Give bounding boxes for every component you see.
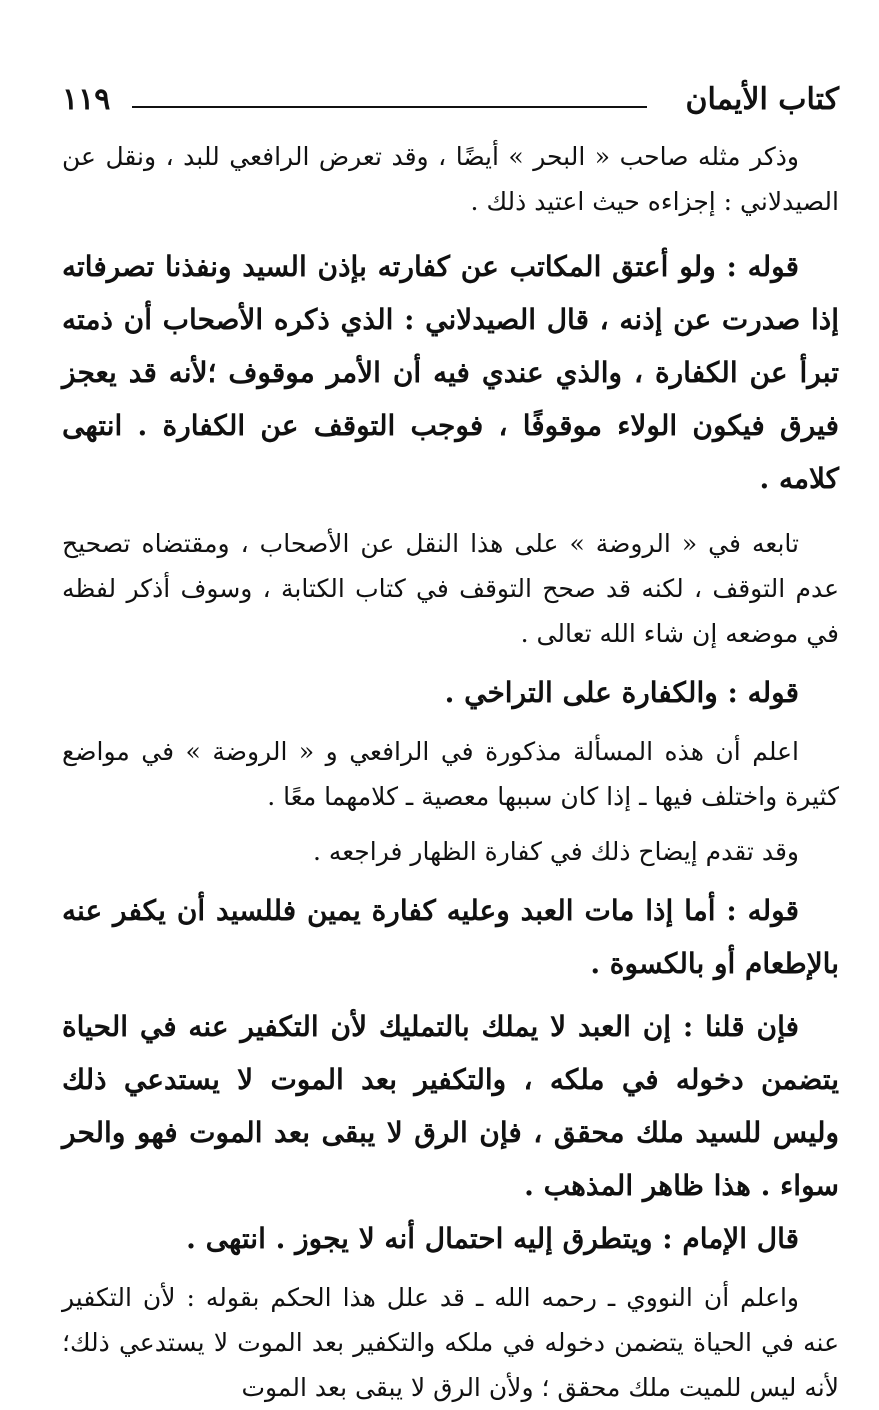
running-title: كتاب الأيمان (685, 82, 839, 117)
paragraph-5-text: اعلم أن هذه المسألة مذكورة في الرافعي و « الروضة » في مواضع كثيرة واختلف فيها ـ إذا كان سببها معصية ـ كلامهما معًا . (62, 737, 839, 811)
paragraph-7-text: قوله : أما إذا مات العبد وعليه كفارة يمين فللسيد أن يكفر عنه بالإطعام أو بالكسوة . (62, 894, 839, 980)
page-header (62, 72, 839, 124)
paragraph-10 (62, 1275, 839, 1410)
header-rule (132, 106, 647, 108)
paragraph-4-text: قوله : والكفارة على التراخي . (444, 676, 799, 709)
paragraph-7 (62, 884, 839, 990)
paragraph-8-text: فإن قلنا : إن العبد لا يملك بالتمليك لأن التكفير عنه في الحياة يتضمن دخوله في ملكه ، والتكفير بعد الموت لا يستدعي ذلك وليس للسيد ملك محقق ، فإن الرق لا يبقى بعد الموت فهو والحر سواء . هذا ظاهر المذهب . (62, 1010, 839, 1202)
paragraph-9-text: قال الإمام : ويتطرق إليه احتمال أنه لا يجوز . انتهى . (186, 1222, 799, 1255)
paragraph-1-text: وذكر مثله صاحب « البحر » أيضًا ، وقد تعرض الرافعي للبد ، ونقل عن الصيدلاني : إجزاءه حيث اعتيد ذلك . (62, 142, 839, 216)
paragraph-5 (62, 729, 839, 819)
paragraph-8 (62, 1000, 839, 1212)
paragraph-6-text: وقد تقدم إيضاح ذلك في كفارة الظهار فراجعه . (312, 837, 799, 866)
paragraph-2 (62, 240, 839, 505)
paragraph-3-text: تابعه في « الروضة » على هذا النقل عن الأصحاب ، ومقتضاه تصحيح عدم التوقف ، لكنه قد صحح التوقف في كتاب الكتابة ، وسوف أذكر لفظه في موضعه إن شاء الله تعالى . (62, 529, 839, 648)
paragraph-9 (62, 1212, 839, 1265)
paragraph-4 (62, 666, 839, 719)
page-number: ١١٩ (62, 82, 111, 117)
paragraph-3 (62, 521, 839, 656)
paragraph-1 (62, 134, 839, 224)
paragraph-10-text: واعلم أن النووي ـ رحمه الله ـ قد علل هذا الحكم بقوله : لأن التكفير عنه في الحياة يتضمن دخوله في ملكه والتكفير بعد الموت لا يستدعي ذلك؛ لأنه ليس للميت ملك محقق ؛ ولأن الرق لا يبقى بعد الموت (62, 1283, 839, 1402)
paragraph-2-text: قوله : ولو أعتق المكاتب عن كفارته بإذن السيد ونفذنا تصرفاته إذا صدرت عن إذنه ، قال الصيدلاني : الذي ذكره الأصحاب أن ذمته تبرأ عن الكفارة ، والذي عندي فيه أن الأمر موقوف ؛لأنه قد يعجز فيرق فيكون الولاء موقوفًا ، فوجب التوقف عن الكفارة . انتهى كلامه . (62, 250, 839, 495)
paragraph-6 (62, 829, 839, 874)
book-page (62, 72, 839, 1410)
